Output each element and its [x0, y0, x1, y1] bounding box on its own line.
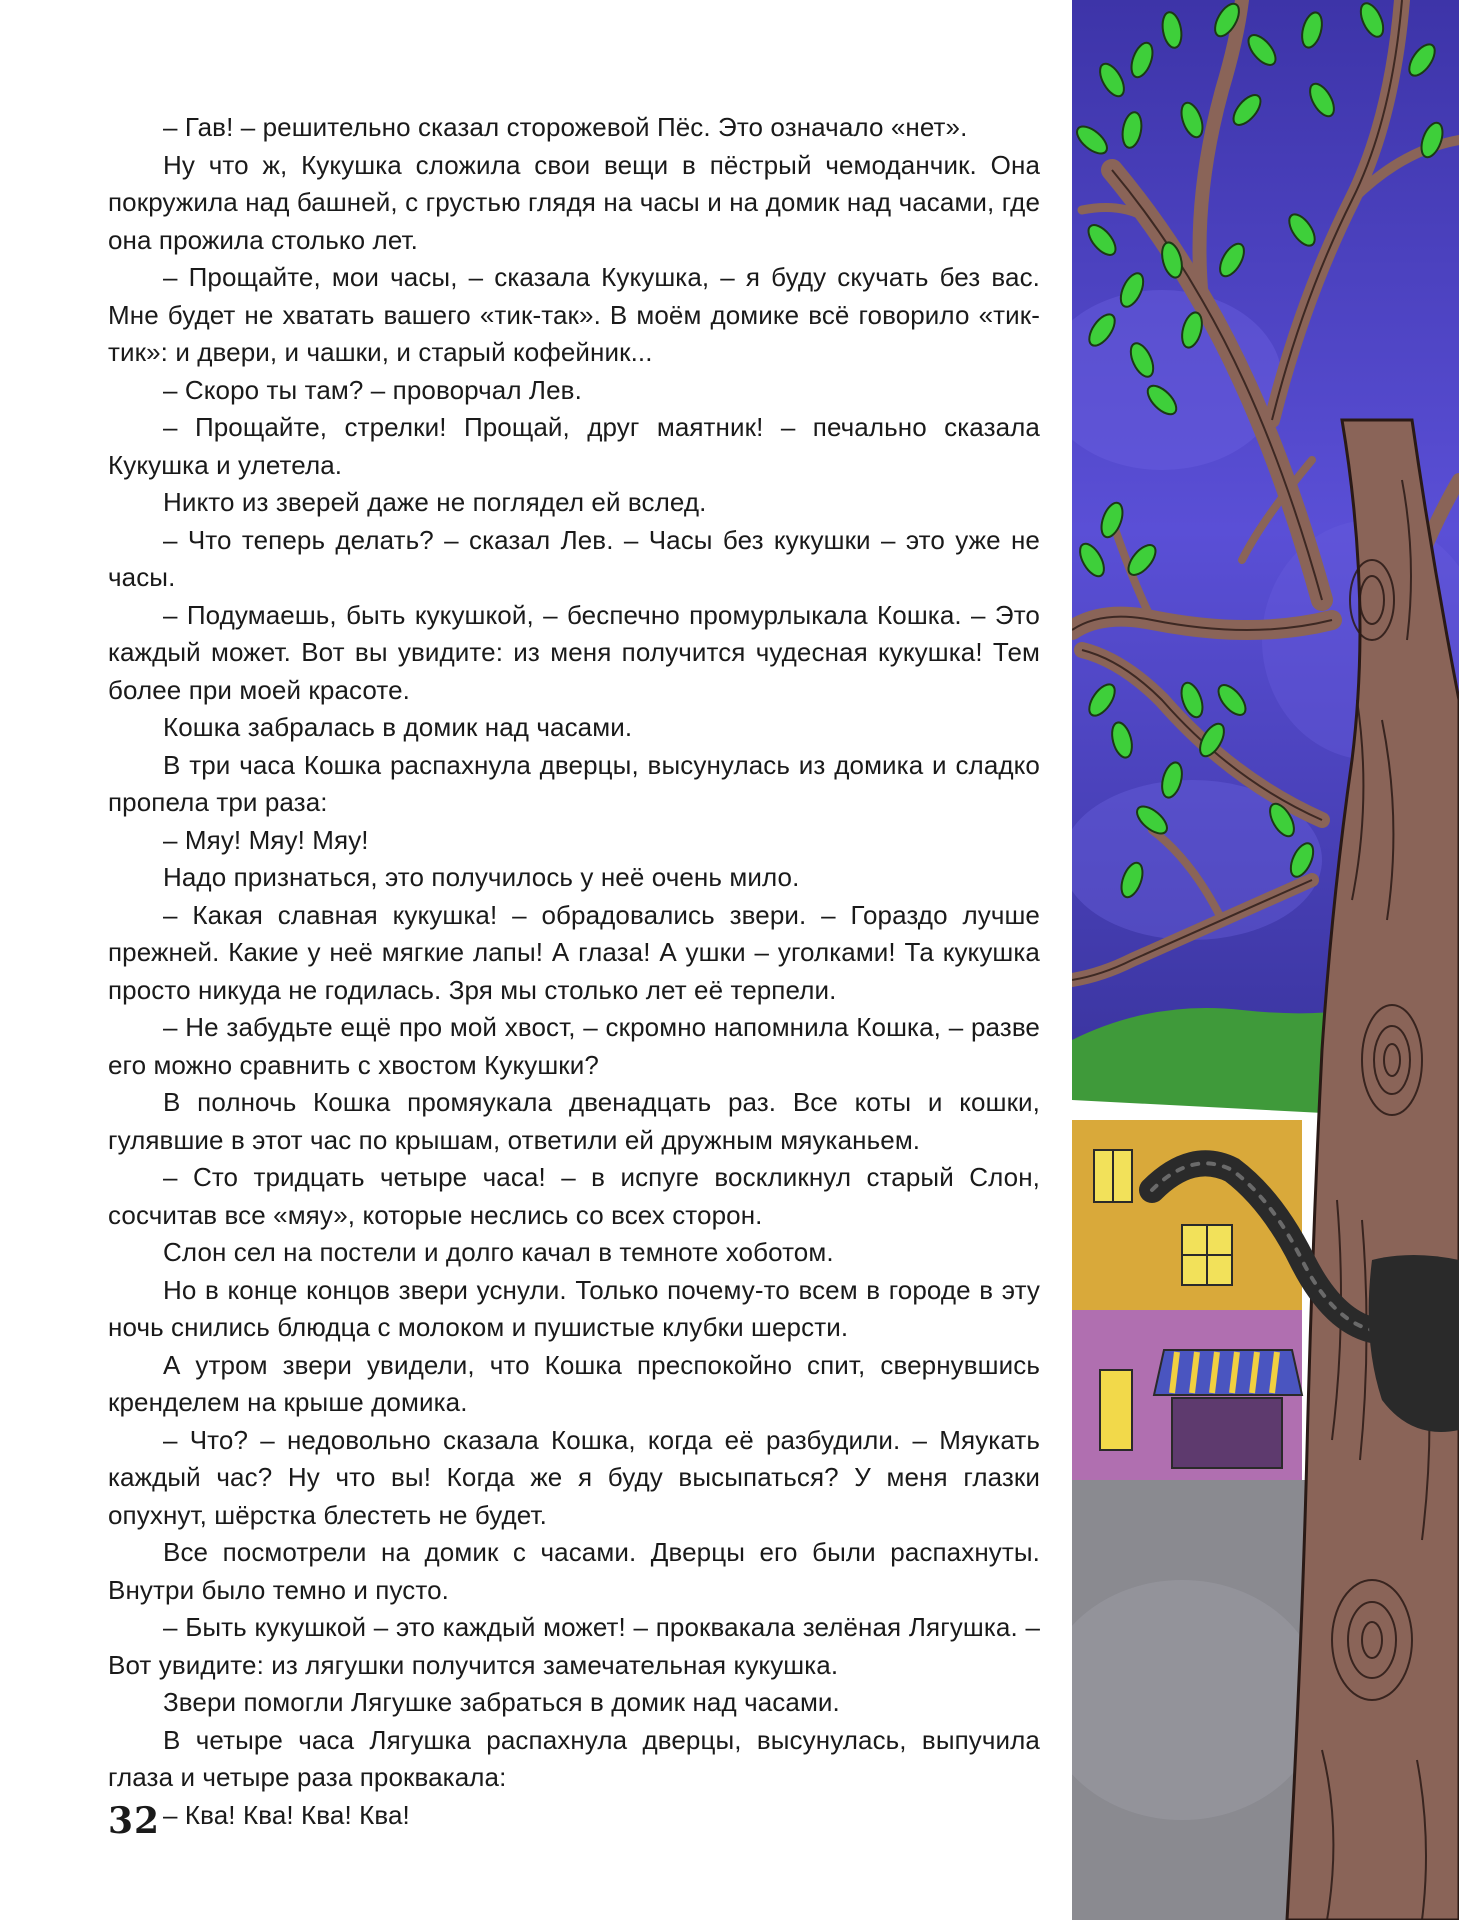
paragraph: – Прощайте, стрелки! Прощай, друг маятник! – печально сказала Кукушка и улетела. — [108, 412, 1040, 480]
paragraph: – Что? – недовольно сказала Кошка, когда её разбудили. – Мяукать каждый час? Ну что вы! Когда же я буду высыпаться? У меня глазки опухнут, шёрстка блестеть не будет. — [108, 1424, 1040, 1530]
shop-window — [1172, 1398, 1282, 1468]
paragraph: – Ква! Ква! Ква! Ква! — [163, 1799, 410, 1830]
paragraph: – Не забудьте ещё про мой хвост, – скромно напомнила Кошка, – разве его можно сравнить с хвостом Кукушки? — [108, 1012, 1040, 1080]
paragraph: Звери помогли Лягушке забраться в домик над часами. — [163, 1687, 840, 1717]
paragraph: Надо признаться, это получилось у неё очень мило. — [163, 862, 800, 892]
story-text — [108, 109, 1040, 1834]
tree-illustration — [1072, 0, 1459, 1920]
paragraph: – Мяу! Мяу! Мяу! — [163, 824, 369, 855]
illustration-canvas — [1072, 0, 1459, 1920]
paragraph: А утром звери увидели, что Кошка преспокойно спит, свернувшись кренделем на крыше домика. — [108, 1349, 1040, 1417]
paragraph: – Гав! – решительно сказал сторожевой Пёс. Это означало «нет». — [163, 112, 968, 142]
paragraph: – Прощайте, мои часы, – сказала Кукушка, – я буду скучать без вас. Мне будет не хватать вашего «тик-так». В моём домике всё говорило «тик-тик»: и двери, и чашки, и старый кофейник... — [108, 262, 1040, 367]
paragraph: Слон сел на постели и долго качал в темноте хоботом. — [163, 1237, 834, 1267]
paragraph: В полночь Кошка промяукала двенадцать раз. Все коты и кошки, гулявшие в этот час по крышам, ответили ей дружным мяуканьем. — [108, 1087, 1040, 1155]
paragraph: – Скоро ты там? – проворчал Лев. — [163, 374, 582, 405]
paragraph: Ну что ж, Кукушка сложила свои вещи в пёстрый чемоданчик. Она покружила над башней, с грустью глядя на часы и на домик над часами, где она прожила столько лет. — [108, 149, 1040, 255]
paragraph: Кошка забралась в домик над часами. — [163, 712, 633, 742]
paragraph: – Подумаешь, быть кукушкой, – беспечно промурлыкала Кошка. – Это каждый может. Вот вы увидите: из меня получится чудесная кукушка! Тем более при моей красоте. — [108, 599, 1040, 705]
paragraph: – Какая славная кукушка! – обрадовались звери. – Гораздо лучше прежней. Какие у неё мягкие лапы! А глаза! А ушки – уголками! Та кукушка просто никуда не годилась. Зря мы столько лет её терпели. — [108, 899, 1040, 1005]
paragraph: Никто из зверей даже не поглядел ей вслед. — [163, 487, 707, 517]
paragraph: Но в конце концов звери уснули. Только почему-то всем в городе в эту ночь снились блюдца с молоком и пушистые клубки шерсти. — [108, 1274, 1040, 1342]
paragraph: Все посмотрели на домик с часами. Дверцы его были распахнуты. Внутри было темно и пусто. — [108, 1537, 1040, 1605]
page-number: 32 — [108, 1800, 161, 1842]
paragraph: В три часа Кошка распахнула дверцы, высунулась из домика и сладко пропела три раза: — [108, 749, 1040, 817]
paragraph: – Что теперь делать? – сказал Лев. – Часы без кукушки – это уже не часы. — [108, 524, 1040, 592]
paragraph: В четыре часа Лягушка распахнула дверцы, высунулась, выпучила глаза и четыре раза проквакала: — [108, 1724, 1040, 1792]
house-door — [1100, 1370, 1132, 1450]
paragraph: – Быть кукушкой – это каждый может! – проквакала зелёная Лягушка. – Вот увидите: из лягушки получится замечательная кукушка. — [108, 1612, 1040, 1680]
paragraph: – Сто тридцать четыре часа! – в испуге воскликнул старый Слон, сосчитав все «мяу», которые неслись со всех сторон. — [108, 1162, 1040, 1230]
